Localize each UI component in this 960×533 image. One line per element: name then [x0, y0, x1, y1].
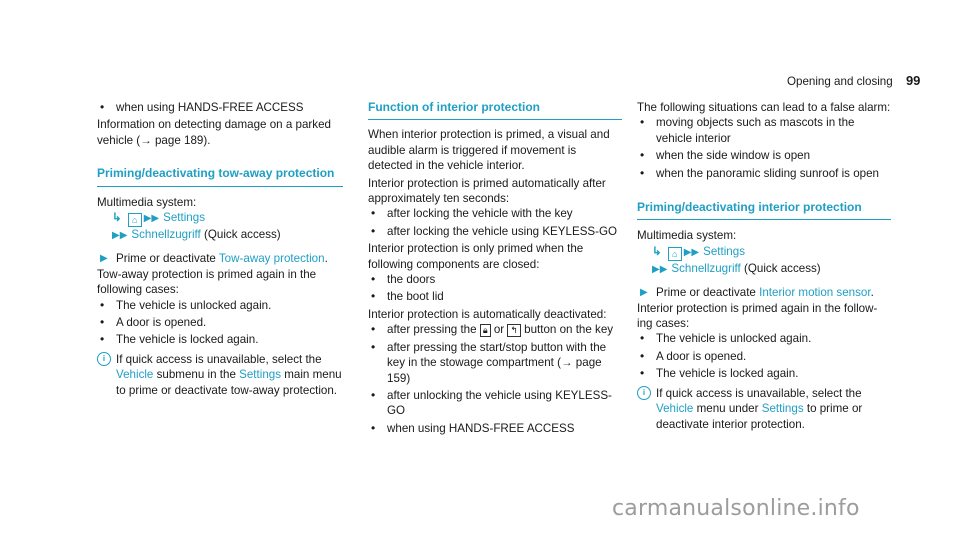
list-item: • after locking the vehicle using KEYLESS-GO: [371, 223, 618, 238]
list-item: • when the side window is open: [640, 148, 811, 163]
bullet-icon: •: [100, 100, 105, 114]
watermark: carmanualsonline.info: [612, 496, 860, 521]
paragraph: Interior protection is primed automatically after approximately ten seconds:: [368, 176, 606, 206]
list-item: • the doors: [371, 272, 436, 287]
column-1: [97, 100, 343, 398]
multimedia-label: Multimedia system:: [97, 195, 197, 209]
heading-rule: [368, 119, 622, 120]
section-heading: Priming/deactivating interior protection: [637, 200, 862, 215]
nav-arrow-icon: ↳: [652, 244, 662, 258]
home-icon[interactable]: ⌂: [128, 213, 142, 227]
settings-link[interactable]: Settings: [239, 368, 282, 382]
rearm-paragraph: Interior protection is primed again in the follow- ing cases:: [637, 301, 878, 331]
paragraph: When interior protection is primed, a visual and audible alarm is triggered if movement is detected in the vehicle interior.: [368, 128, 610, 173]
vehicle-link[interactable]: Vehicle: [656, 402, 694, 416]
chevron-right-icon: ▶▶: [112, 230, 128, 242]
tow-away-protection-link[interactable]: Tow-away protection: [218, 252, 325, 266]
list-item: • when using HANDS-FREE ACCESS: [371, 420, 575, 435]
info-icon: i: [637, 386, 651, 400]
play-icon: ▶: [640, 287, 648, 299]
list-item: • A door is opened.: [100, 315, 207, 330]
note: i If quick access is unavailable, select the Vehicle menu under Settings to prime or deactivate interior protection.: [637, 386, 891, 432]
chevron-right-icon: ▶▶: [652, 263, 668, 275]
list-item: • The vehicle is locked again.: [100, 332, 259, 347]
note: i If quick access is unavailable, select the Vehicle submenu in the Settings main menu to prime or deactivate tow-away protection.: [97, 352, 343, 398]
info-paragraph: Information on detecting damage on a parked vehicle (→ page 189).: [97, 118, 331, 147]
multimedia-label: Multimedia system:: [637, 229, 737, 243]
page-number: 99: [905, 73, 921, 88]
nav-path-2: ▶▶ Schnellzugriff (Quick access): [652, 261, 821, 275]
heading-rule: [637, 219, 891, 220]
nav-arrow-icon: ↳: [112, 211, 122, 225]
list-item: • The vehicle is unlocked again.: [100, 297, 272, 312]
list-item: • the boot lid: [371, 289, 444, 304]
settings-link[interactable]: Settings: [761, 402, 804, 416]
section-title: Opening and closing: [787, 75, 893, 88]
list-item: • after pressing the 🔒︎ or ↰ button on the key: [371, 322, 614, 337]
list-item: • moving objects such as mascots in the vehicle interior: [640, 115, 855, 145]
action-step: ▶ Prime or deactivate Tow-away protection.: [100, 252, 328, 266]
chevron-right-icon: ▶▶: [683, 246, 700, 258]
info-icon: i: [97, 352, 111, 366]
boot-lid-button-icon: ↰: [507, 324, 521, 337]
nav-path: [637, 244, 891, 261]
column-2: [368, 100, 622, 436]
home-icon[interactable]: ⌂: [668, 247, 682, 261]
list-item: • The vehicle is unlocked again.: [640, 331, 812, 346]
list-item: • after locking the vehicle with the key: [371, 206, 573, 221]
paragraph: The following situations can lead to a false alarm:: [637, 101, 891, 114]
lock-button-icon: 🔒︎: [480, 324, 491, 337]
play-icon: ▶: [100, 253, 108, 265]
list-item: • A door is opened.: [640, 348, 747, 363]
nav-quick-access[interactable]: Schnellzugriff: [671, 261, 741, 275]
chevron-right-icon: ▶▶: [143, 213, 160, 225]
list-item: • when the panoramic sliding sunroof is open: [640, 165, 879, 180]
paragraph: Interior protection is only primed when the following components are closed:: [368, 242, 584, 271]
list-item: • The vehicle is locked again.: [640, 366, 799, 381]
section-heading: Priming/deactivating tow-away protection: [97, 166, 335, 181]
nav-path: [97, 210, 343, 227]
heading-rule: [97, 186, 343, 187]
list-item: • after unlocking the vehicle using KEYLESS-GO: [371, 387, 612, 418]
nav-settings[interactable]: Settings: [703, 244, 746, 258]
list-item: • when using HANDS-FREE ACCESS: [100, 100, 304, 114]
nav-quick-access[interactable]: Schnellzugriff: [131, 228, 201, 242]
paragraph: Interior protection is automatically deactivated:: [368, 307, 607, 321]
action-step: ▶ Prime or deactivate Interior motion sensor.: [640, 286, 874, 300]
section-heading: Function of interior protection: [368, 100, 540, 114]
list-item: • after pressing the start/stop button with the key in the stowage compartment (→ page 159): [371, 339, 607, 385]
nav-settings[interactable]: Settings: [163, 211, 206, 225]
page-header: [787, 73, 920, 89]
nav-path-2: ▶▶ Schnellzugriff (Quick access): [112, 228, 281, 242]
column-3: [637, 100, 891, 432]
vehicle-link[interactable]: Vehicle: [116, 368, 154, 382]
rearm-paragraph: Tow-away protection is primed again in the following cases:: [97, 267, 317, 297]
interior-motion-sensor-link[interactable]: Interior motion sensor: [759, 286, 871, 300]
